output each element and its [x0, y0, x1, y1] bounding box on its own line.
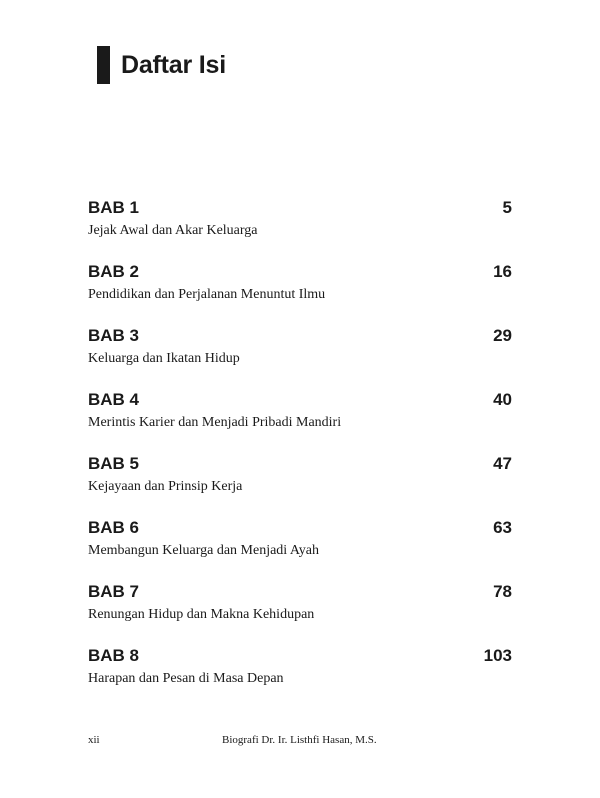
- chapter-label: BAB 1: [88, 198, 140, 217]
- chapter-label: BAB 5: [88, 454, 140, 473]
- footer-book-title: Biografi Dr. Ir. Listhfi Hasan, M.S.: [222, 734, 377, 746]
- chapter-label: BAB 4: [88, 390, 140, 409]
- chapter-page-number: 78: [493, 582, 512, 601]
- toc-row: [88, 261, 512, 283]
- toc-entry-bab-4[interactable]: [88, 389, 512, 453]
- toc-entry-bab-8[interactable]: [88, 645, 512, 709]
- toc-row: [88, 389, 512, 411]
- toc-entry-bab-1[interactable]: [88, 197, 512, 261]
- chapter-page-number: 40: [493, 390, 512, 409]
- toc-entry-bab-7[interactable]: [88, 581, 512, 645]
- chapter-title: Kejayaan dan Prinsip Kerja: [88, 479, 243, 494]
- chapter-label: BAB 8: [88, 646, 140, 665]
- toc-entry-bab-5[interactable]: [88, 453, 512, 517]
- footer-page-number: xii: [88, 734, 100, 746]
- toc-row: [88, 517, 512, 539]
- chapter-title: Keluarga dan Ikatan Hidup: [88, 351, 240, 366]
- toc-row: [88, 197, 512, 219]
- chapter-title: Harapan dan Pesan di Masa Depan: [88, 671, 284, 686]
- table-of-contents: [88, 197, 512, 709]
- page-title: Daftar Isi: [121, 51, 226, 79]
- chapter-label: BAB 7: [88, 582, 140, 601]
- toc-entry-bab-3[interactable]: [88, 325, 512, 389]
- chapter-page-number: 16: [493, 262, 512, 281]
- chapter-page-number: 103: [483, 646, 512, 665]
- toc-row: [88, 645, 512, 667]
- chapter-page-number: 29: [493, 326, 512, 345]
- chapter-title: Jejak Awal dan Akar Keluarga: [88, 223, 258, 238]
- toc-entry-bab-2[interactable]: [88, 261, 512, 325]
- chapter-page-number: 47: [493, 454, 512, 473]
- chapter-label: BAB 3: [88, 326, 140, 345]
- toc-row: [88, 453, 512, 475]
- chapter-page-number: 63: [493, 518, 512, 537]
- chapter-title: Membangun Keluarga dan Menjadi Ayah: [88, 543, 319, 558]
- chapter-label: BAB 6: [88, 518, 140, 537]
- toc-entry-bab-6[interactable]: [88, 517, 512, 581]
- heading-accent-bar: [97, 46, 110, 84]
- toc-row: [88, 581, 512, 603]
- chapter-label: BAB 2: [88, 262, 140, 281]
- chapter-page-number: 5: [502, 198, 512, 217]
- chapter-title: Merintis Karier dan Menjadi Pribadi Mandiri: [88, 415, 342, 430]
- page-heading: [97, 46, 226, 84]
- chapter-title: Pendidikan dan Perjalanan Menuntut Ilmu: [88, 287, 326, 302]
- toc-row: [88, 325, 512, 347]
- chapter-title: Renungan Hidup dan Makna Kehidupan: [88, 607, 315, 622]
